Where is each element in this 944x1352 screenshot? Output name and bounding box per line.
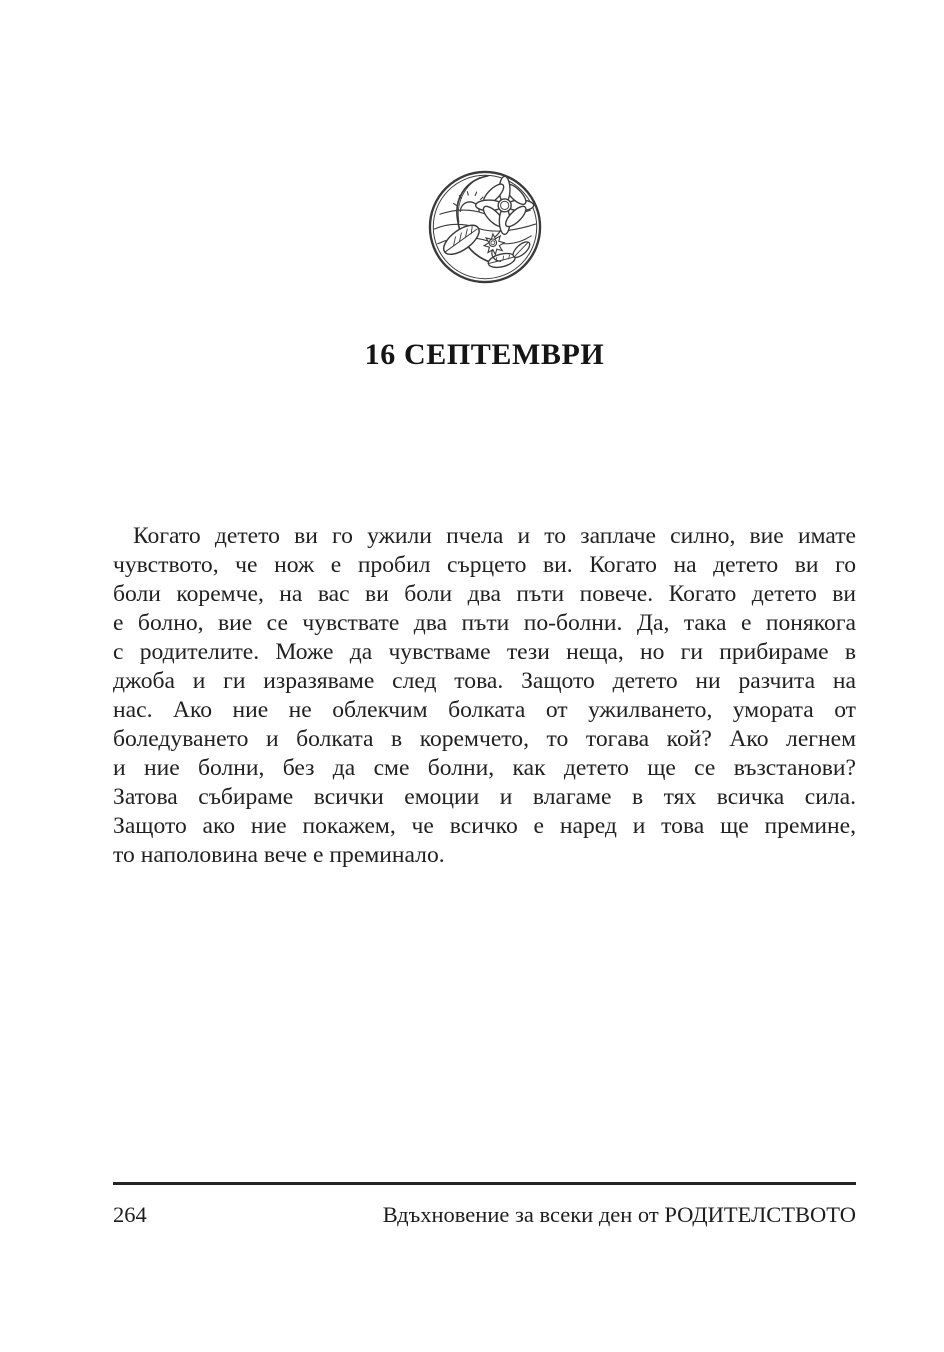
paragraph-line: чувството, че нож е пробил сърцето ви. Когато на детето ви го xyxy=(113,552,856,578)
running-book-title: Вдъхновение за всеки ден от РОДИТЕЛСТВОТО xyxy=(382,1202,856,1227)
paragraph-line: боледуването и болката в коремчето, то тогава кой? Ако легнем xyxy=(113,726,856,752)
paragraph-line: с родителите. Може да чувстваме тези неща, но ги прибираме в xyxy=(113,639,856,665)
paragraph-line: е болно, вие се чувствате два пъти по-болни. Да, така е понякога xyxy=(113,610,856,636)
paragraph-line: и ние болни, без да сме болни, как детето ще се възстанови? xyxy=(113,755,856,781)
paragraph-line: Когато детето ви го ужили пчела и то заплаче силно, вие имате xyxy=(133,523,856,549)
paragraph-line: то наполовина вече е преминало. xyxy=(113,842,445,868)
paragraph-line: нас. Ако ние не облекчим болката от ужилването, умората от xyxy=(113,697,856,723)
chapter-emblem xyxy=(113,165,856,289)
paragraph-line: боли коремче, на вас ви боли два пъти повече. Когато детето ви xyxy=(113,581,856,607)
chapter-date-heading: 16 СЕПТЕМВРИ xyxy=(364,338,605,371)
paragraph-line: Затова събираме всички емоции и влагаме в тях всичка сила. xyxy=(113,784,856,810)
page-number: 264 xyxy=(113,1202,147,1227)
chapter-paragraph xyxy=(113,522,856,870)
footer-divider xyxy=(113,1182,856,1185)
paragraph-line: Защото ако ние покажем, че всичко е наред и това ще премине, xyxy=(113,813,856,839)
paragraph-line: джоба и ги изразяваме след това. Защото детето ни разчита на xyxy=(113,668,856,694)
floral-sun-emblem-icon xyxy=(426,165,544,289)
page-footer xyxy=(113,1202,856,1228)
